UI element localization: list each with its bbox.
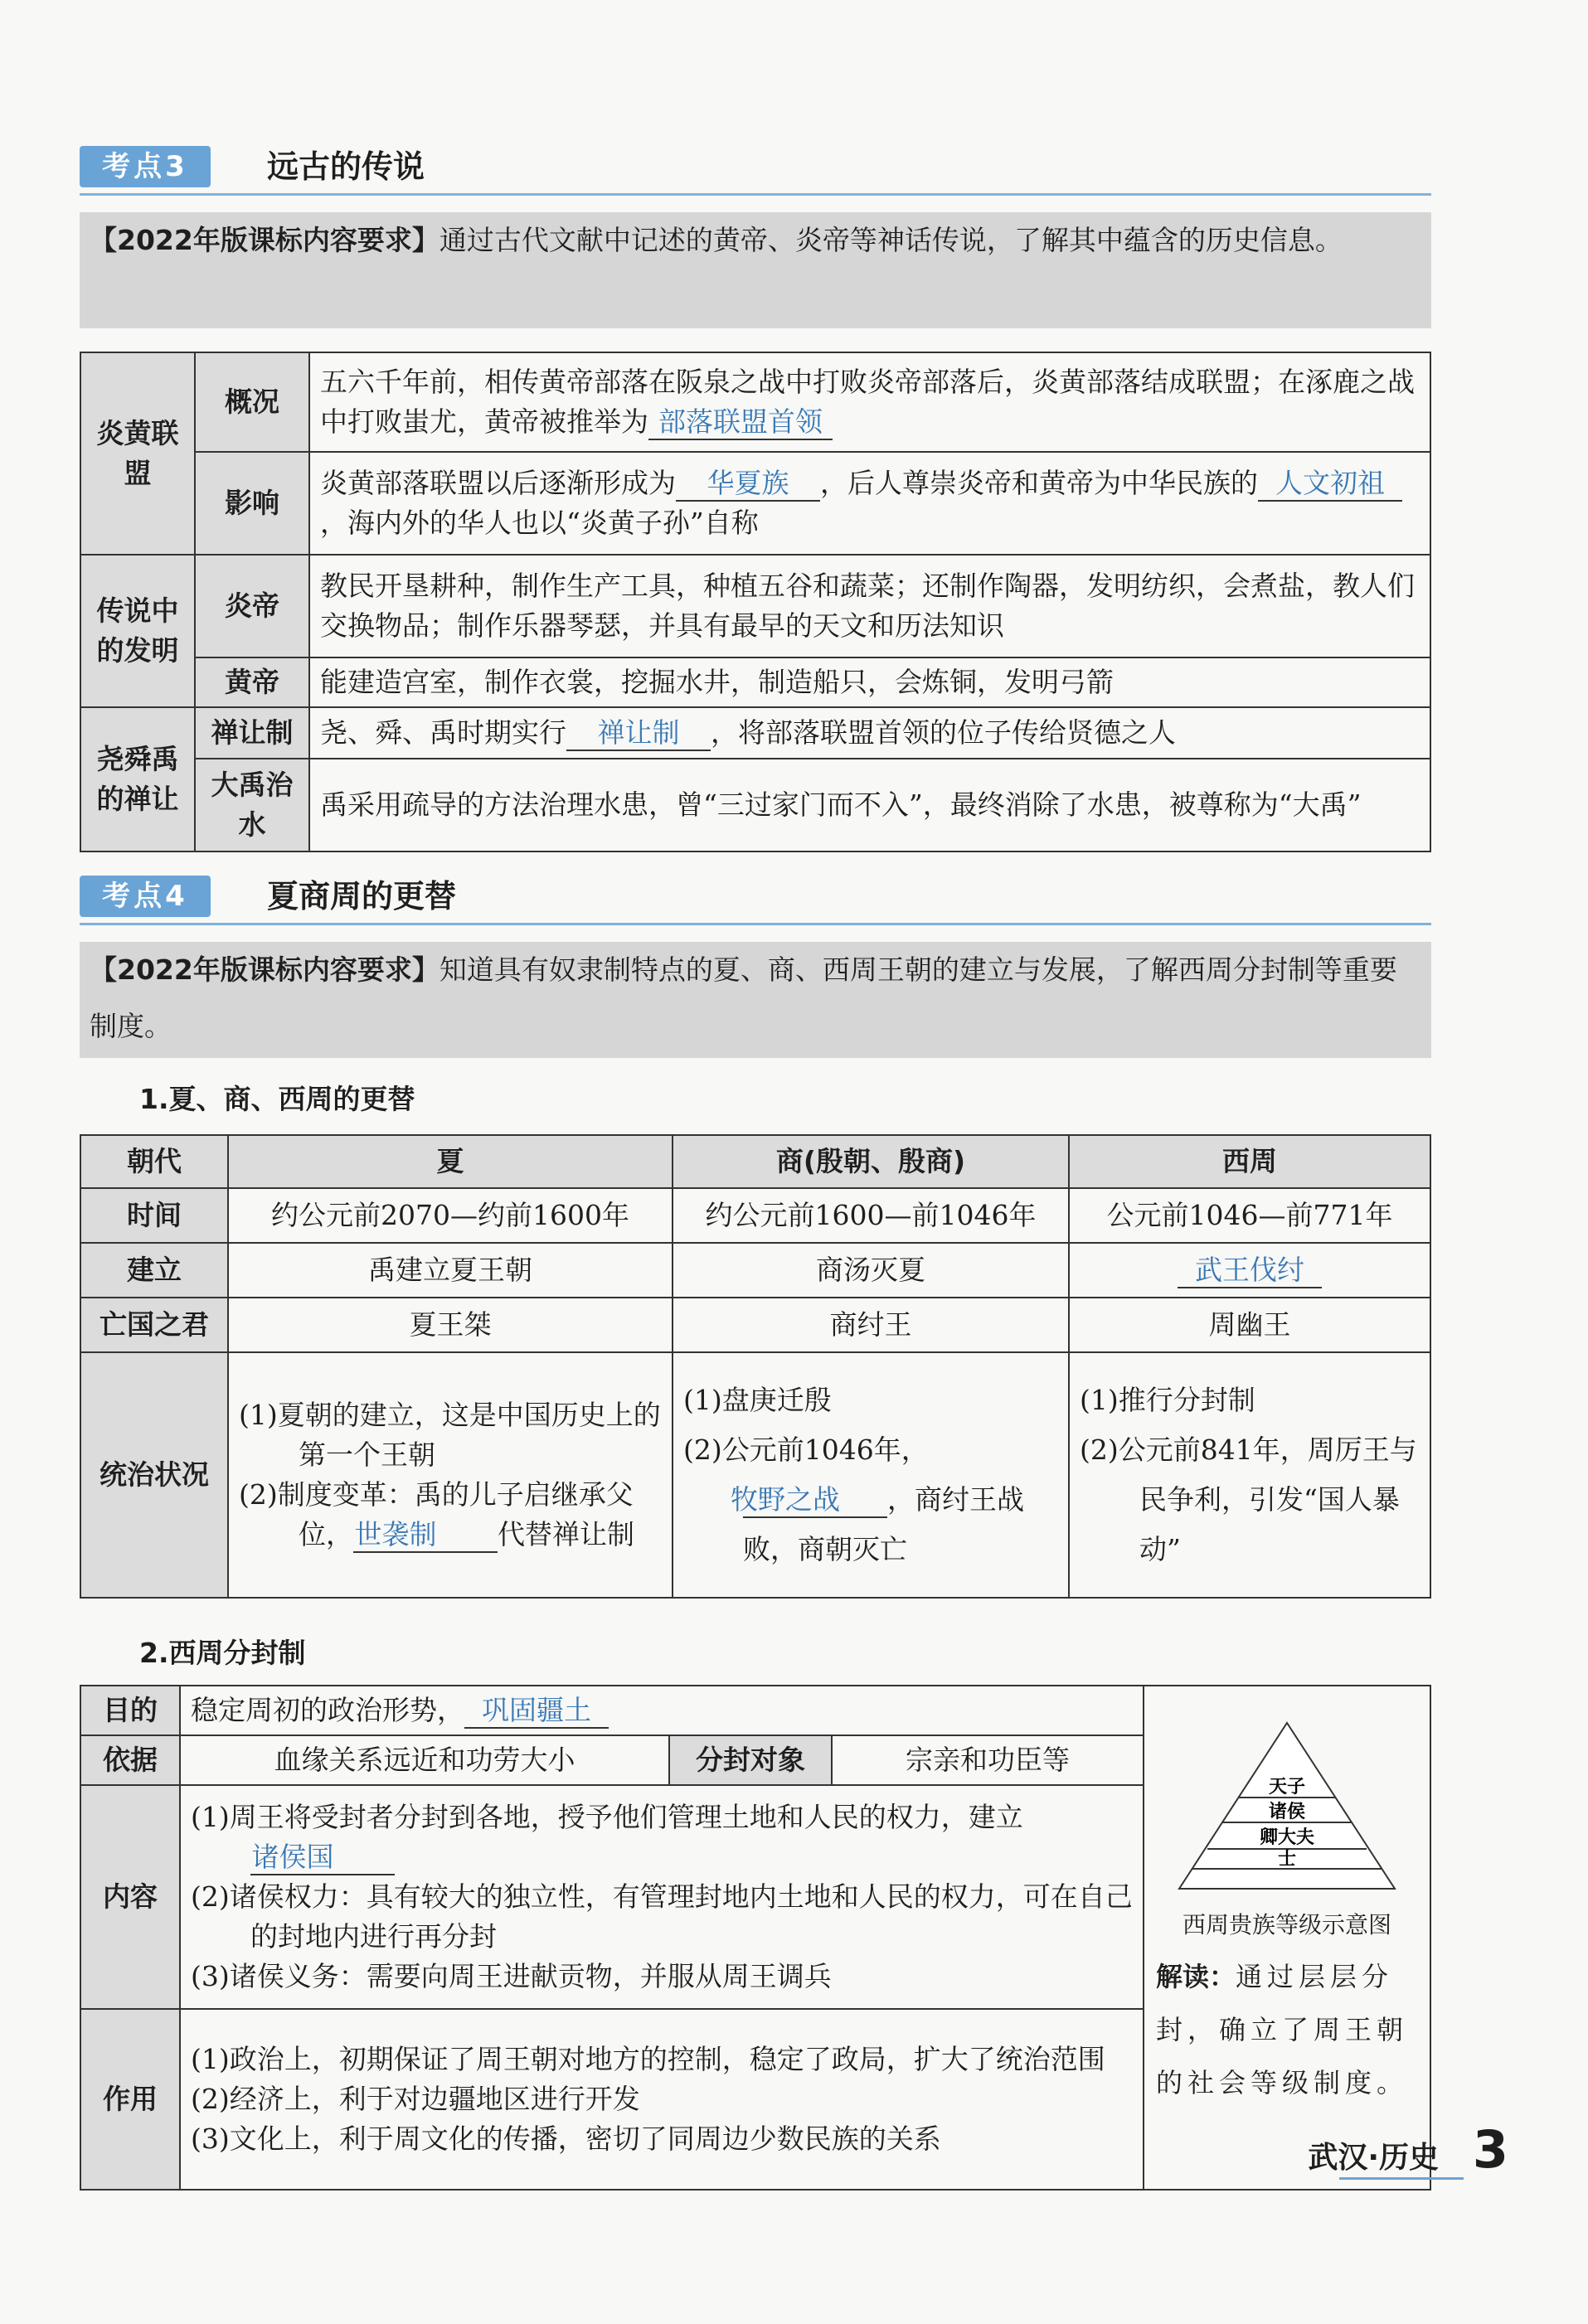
header-cell: 朝代	[80, 1135, 228, 1188]
table-cell: 尧、舜、禹时期实行 禅让制 ，将部落联盟首领的位子传给贤德之人	[309, 707, 1430, 759]
pyramid-level: 士	[1278, 1849, 1297, 1870]
answer-blank: 武王伐纣	[1178, 1254, 1322, 1288]
requirement-label: 【2022年版课标内容要求】	[90, 224, 439, 256]
row-label: 统治状况	[80, 1352, 228, 1598]
table-cell: (1)政治上，初期保证了周王朝对地方的控制，稳定了政局，扩大了统治范围 (2)经济上，利于对边疆地区进行开发 (3)文化上，利于周文化的传播，密切了同周边少数民族的关系	[180, 2009, 1144, 2190]
row-label: 时间	[80, 1188, 228, 1243]
table-cell: 公元前1046—前771年	[1069, 1188, 1430, 1243]
figure-interpretation: 解读：通过层层分封，确立了周王朝的社会等级制度。	[1156, 1961, 1409, 2098]
table-cell: 禹建立夏王朝	[228, 1243, 673, 1298]
answer-blank: 世袭制	[353, 1518, 498, 1553]
pyramid-figure-cell	[1144, 1686, 1430, 2190]
table-cell: 禹采用疏导的方法治理水患，曾“三过家门而不入”，最终消除了水患，被尊称为“大禹”	[309, 759, 1430, 851]
table-cell: 周幽王	[1069, 1298, 1430, 1352]
pyramid-level: 天子	[1269, 1777, 1306, 1798]
dynasty-table	[80, 1134, 1431, 1599]
table-cell: 五六千年前，相传黄帝部落在阪泉之战中打败炎帝部落后，炎黄部落结成联盟；在涿鹿之战中打败蚩尤，黄帝被推举为 部落联盟首领	[309, 352, 1430, 452]
section-3-header	[80, 141, 1431, 192]
subsection-title: 2.西周分封制	[139, 1637, 306, 1669]
answer-blank: 人文初祖	[1258, 467, 1402, 502]
table-cell: 夏王桀	[228, 1298, 673, 1352]
curriculum-requirement	[80, 212, 1431, 328]
table-cell: (1)周王将受封者分封到各地，授予他们管理土地和人民的权力，建立诸侯国 (2)诸侯权力：具有较大的独立性，有管理封地内土地和人民的权力，可在自己的封地内进行再分封 (3)诸侯义务：需要向周王进献贡物，并服从周王调兵	[180, 1785, 1144, 2009]
table-cell: 商纣王	[673, 1298, 1069, 1352]
section-badge: 考点4	[80, 876, 211, 917]
table-cell: 商汤灭夏	[673, 1243, 1069, 1298]
answer-blank: 华夏族	[676, 467, 820, 502]
section-divider	[80, 193, 1431, 196]
requirement-text: 知道具有奴隶制特点的夏、商、西周王朝的建立与发展，了解西周分封制等重要制度。	[90, 953, 1397, 1042]
header-cell: 夏	[228, 1135, 673, 1188]
header-cell: 商(殷朝、殷商)	[673, 1135, 1069, 1188]
row-label: 禅让制	[195, 707, 309, 759]
row-label: 目的	[80, 1686, 180, 1735]
row-label: 作用	[80, 2009, 180, 2190]
section-title: 夏商周的更替	[267, 878, 457, 915]
row-label: 大禹治水	[195, 759, 309, 851]
row-label: 影响	[195, 452, 309, 555]
table-cell: (1)盘庚迁殷 (2)公元前1046年，牧野之战 ，商纣王战败，商朝灭亡	[673, 1352, 1069, 1598]
table-cell: (1)夏朝的建立，这是中国历史上的第一个王朝 (2)制度变革：禹的儿子启继承父位，世袭制 代替禅让制	[228, 1352, 673, 1598]
pyramid-diagram	[1163, 1715, 1411, 1905]
footer-rule	[1339, 2177, 1464, 2180]
answer-blank: 部落联盟首领	[648, 405, 833, 440]
header-cell: 西周	[1069, 1135, 1430, 1188]
answer-blank: 禅让制	[566, 716, 711, 751]
section-4-header	[80, 871, 1431, 922]
table-cell: 教民开垦耕种，制作生产工具，种植五谷和蔬菜；还制作陶器，发明纺织，会煮盐，教人们交换物品；制作乐器琴瑟，并具有最早的天文和历法知识	[309, 555, 1430, 657]
table-cell: 能建造宫室，制作衣裳，挖掘水井，制造船只，会炼铜，发明弓箭	[309, 657, 1430, 707]
answer-blank: 巩固疆土	[464, 1694, 609, 1729]
legend-table	[80, 352, 1431, 852]
page-number: 3	[1472, 2119, 1508, 2180]
row-label: 传说中的发明	[80, 555, 195, 707]
figure-caption: 西周贵族等级示意图	[1183, 1911, 1392, 1938]
footer-subject: 武汉·历史	[1308, 2141, 1439, 2175]
row-label: 炎黄联盟	[80, 352, 195, 555]
subsection-title: 1.夏、商、西周的更替	[139, 1083, 415, 1115]
section-badge: 考点3	[80, 146, 211, 187]
answer-blank: 诸侯国	[250, 1841, 395, 1875]
row-label: 炎帝	[195, 555, 309, 657]
pyramid-level: 诸侯	[1269, 1802, 1306, 1822]
table-cell: 宗亲和功臣等	[832, 1735, 1144, 1785]
table-cell: 约公元前1600—前1046年	[673, 1188, 1069, 1243]
requirement-label: 【2022年版课标内容要求】	[90, 953, 439, 986]
row-label: 概况	[195, 352, 309, 452]
table-cell: 约公元前2070—约前1600年	[228, 1188, 673, 1243]
answer-blank: 牧野之战	[743, 1483, 887, 1518]
requirement-text: 通过古代文献中记述的黄帝、炎帝等神话传说，了解其中蕴含的历史信息。	[439, 224, 1343, 256]
row-label: 黄帝	[195, 657, 309, 707]
row-label: 内容	[80, 1785, 180, 2009]
table-cell: 炎黄部落联盟以后逐渐形成为 华夏族 ，后人尊崇炎帝和黄帝为中华民族的 人文初祖，海内外的华人也以“炎黄子孙”自称	[309, 452, 1430, 555]
row-label: 依据	[80, 1735, 180, 1785]
table-cell: 血缘关系远近和功劳大小	[180, 1735, 669, 1785]
row-label: 尧舜禹的禅让	[80, 707, 195, 851]
section-title: 远古的传说	[267, 148, 425, 185]
row-label: 亡国之君	[80, 1298, 228, 1352]
row-label: 分封对象	[669, 1735, 832, 1785]
table-cell: (1)推行分封制 (2)公元前841年，周厉王与民争利，引发“国人暴动”	[1069, 1352, 1430, 1598]
curriculum-requirement	[80, 942, 1431, 1058]
pyramid-level: 卿大夫	[1260, 1827, 1315, 1848]
table-cell	[1069, 1243, 1430, 1298]
fengjian-table	[80, 1685, 1431, 2191]
table-cell: 稳定周初的政治形势， 巩固疆土	[180, 1686, 1144, 1735]
row-label: 建立	[80, 1243, 228, 1298]
section-divider	[80, 923, 1431, 925]
